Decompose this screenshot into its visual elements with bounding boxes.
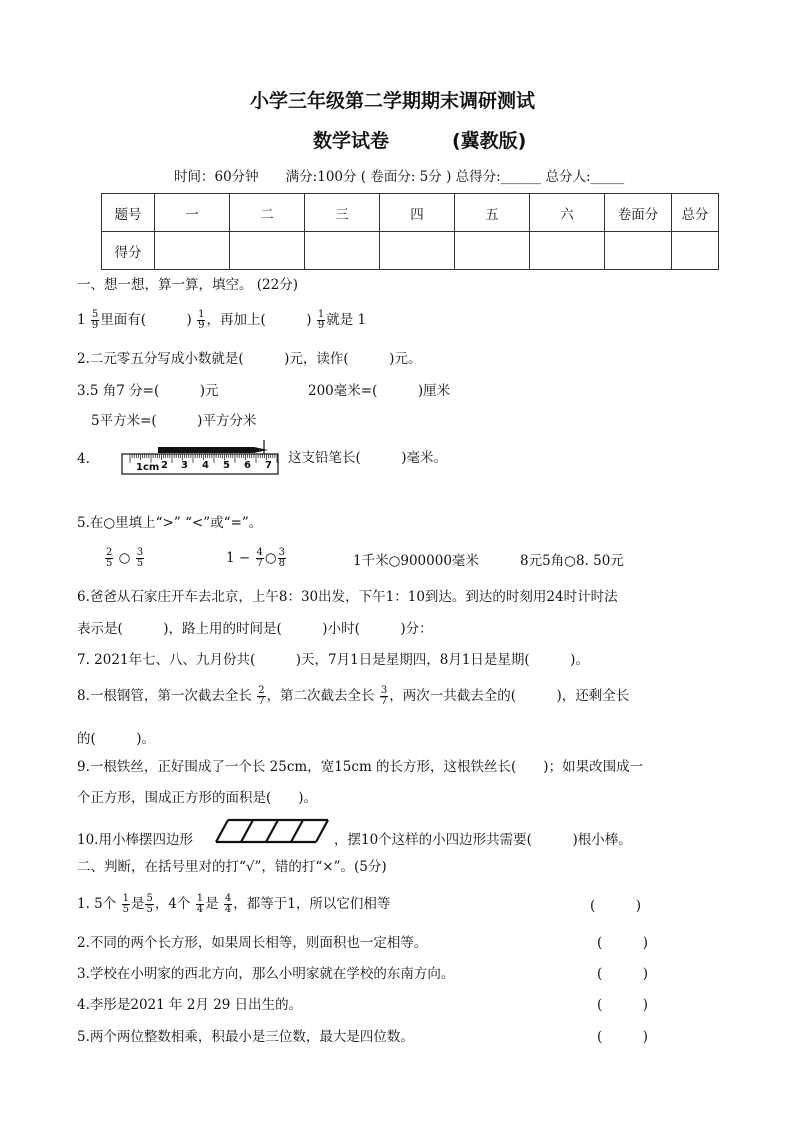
score-cell[interactable] [305, 232, 380, 270]
score-header-cell: 总分 [672, 194, 719, 232]
score-header-cell: 四 [380, 194, 455, 232]
question-1-2: 2.二元零五分写成小数就是( )元，读作( )元。 [77, 351, 422, 367]
section2-title: 二、判断，在括号里对的打“√”，错的打“×”。(5分) [77, 859, 387, 875]
denominator: 5 [122, 904, 129, 915]
numerator: 4 [224, 893, 232, 904]
numerator: 5 [146, 893, 153, 904]
numerator: 1 [198, 309, 205, 320]
denominator: 7 [256, 558, 263, 569]
exam-info: 时间：60分钟 满分:100分 ( 卷面分: 5分 ) 总得分:______ 总分人:_____ [174, 169, 625, 185]
answer-bracket-4[interactable]: ( ) [597, 997, 649, 1013]
numerator: 4 [256, 547, 263, 558]
fraction [256, 548, 264, 569]
numerator: 2 [106, 547, 113, 558]
q-text: 8.一根钢管，第一次截去全长 [77, 688, 252, 704]
ruler-label: 2 [161, 460, 168, 471]
denominator: 9 [317, 320, 325, 331]
q-text: ，第二次截去全长 [266, 688, 375, 704]
question-1-7: 7. 2021年七、八、九月份共( )天，7月1日是星期四，8月1日是星期( )。 [77, 652, 589, 668]
question-1-4-number: 4. [77, 451, 90, 467]
judge-question-2: 2.不同的两个长方形，如果周长相等，则面积也一定相等。 [77, 935, 428, 951]
numerator: 5 [91, 309, 99, 320]
answer-bracket-3[interactable]: ( ) [597, 966, 649, 982]
stick-side [316, 820, 328, 842]
score-table [101, 193, 719, 270]
score-header-cell: 卷面分 [605, 194, 672, 232]
score-header-cell: 题号 [102, 194, 155, 232]
numerator: 3 [380, 685, 388, 696]
compare-circle[interactable]: ○ [264, 550, 277, 566]
denominator: 5 [106, 558, 113, 569]
q-text: 是 [205, 896, 219, 912]
denominator: 5 [136, 558, 144, 569]
judge-question-5: 5.两个两位整数相乘，积最小是三位数，最大是四位数。 [77, 1029, 414, 1045]
numerator: 1 [317, 309, 325, 320]
stick-side [266, 820, 278, 842]
score-cell[interactable] [230, 232, 305, 270]
ruler-label: 7 [265, 460, 272, 471]
judge-question-1 [77, 894, 390, 915]
question-1-6b: 表示是( )，路上用的时间是( )小时( )分： [77, 621, 433, 637]
judge-question-4: 4.李彤是2021 年 2月 29 日出生的。 [77, 997, 303, 1013]
pencil-tip [254, 447, 268, 453]
numerator: 3 [136, 547, 144, 558]
score-cell[interactable] [380, 232, 455, 270]
section1-title: 一、想一想，算一算，填空。 (22分) [77, 277, 299, 293]
q-text: 1 − [226, 550, 251, 566]
question-1-9a: 9.一根铁丝，正好围成了一个长 25cm，宽15cm 的长方形，这根铁丝长( )；如果改围成一 [77, 759, 644, 775]
score-cell[interactable] [455, 232, 530, 270]
fraction [317, 310, 325, 331]
answer-bracket-2[interactable]: ( ) [597, 935, 649, 951]
exam-title: 小学三年级第二学期期末调研测试 [250, 90, 536, 112]
fraction [257, 686, 265, 707]
score-header-cell: 六 [530, 194, 605, 232]
score-header-cell: 二 [230, 194, 305, 232]
q-text: 里面有( ) [100, 312, 192, 328]
score-cell[interactable] [672, 232, 719, 270]
denominator: 4 [196, 904, 204, 915]
ruler-label-1cm: 1cm [136, 462, 160, 473]
question-1-5: 5.在○里填上“>” “<”或“=”。 [77, 515, 263, 531]
fraction [145, 894, 153, 915]
question-1-5c: 1千米○900000毫米 [353, 553, 479, 569]
numerator: 1 [122, 893, 129, 904]
fraction [105, 548, 113, 569]
denominator: 8 [278, 558, 286, 569]
stick-side [291, 820, 303, 842]
fraction [197, 310, 205, 331]
fraction [224, 894, 232, 915]
score-header-cell: 一 [155, 194, 230, 232]
question-1-8b: 的( )。 [77, 731, 156, 747]
score-cell[interactable] [530, 232, 605, 270]
fraction [91, 310, 99, 331]
judge-question-3: 3.学校在小明家的西北方向，那么小明家就在学校的东南方向。 [77, 966, 455, 982]
numerator: 3 [278, 547, 286, 558]
parallelogram-sticks-figure [214, 817, 332, 845]
denominator: 4 [224, 904, 232, 915]
stick-side [216, 820, 228, 842]
fraction [380, 686, 388, 707]
ruler-label: 4 [202, 460, 209, 471]
q-text: ，再加上( ) [206, 312, 312, 328]
question-1-1 [77, 310, 366, 331]
question-1-5b [226, 548, 287, 569]
question-1-5a [104, 548, 145, 569]
ruler-label: 6 [244, 460, 251, 471]
q-text: 就是 1 [326, 312, 367, 328]
question-1-5d: 8元5角○8. 50元 [520, 553, 624, 569]
question-1-8 [77, 686, 629, 707]
question-1-4-text: 这支铅笔长( )毫米。 [288, 450, 448, 466]
q-text: ，两次一共截去全的( )，还剩全长 [389, 688, 630, 704]
exam-edition: (冀教版) [452, 130, 527, 152]
exam-subtitle: 数学试卷 [313, 130, 390, 152]
denominator: 9 [198, 320, 205, 331]
fraction [136, 548, 144, 569]
numerator: 1 [196, 893, 204, 904]
denominator: 9 [91, 320, 99, 331]
ruler-label: 3 [181, 460, 188, 471]
q-text: ，4个 [154, 896, 191, 912]
score-header-cell: 三 [305, 194, 380, 232]
answer-bracket-5[interactable]: ( ) [597, 1029, 649, 1045]
question-1-10b: ，摆10个这样的小四边形共需要( )根小棒。 [334, 832, 632, 848]
q-text: 1 [77, 312, 86, 328]
ruler-pencil-figure [118, 438, 284, 478]
question-1-3b: 200毫米=( )厘米 [308, 383, 451, 399]
score-header-cell: 五 [455, 194, 530, 232]
q-text: 1. 5个 [77, 896, 117, 912]
compare-circle[interactable]: ○ [118, 550, 131, 566]
score-cell[interactable] [155, 232, 230, 270]
q-text: 是 [130, 896, 145, 912]
fraction [196, 894, 204, 915]
score-row-label: 得分 [102, 232, 155, 270]
stick-side [241, 820, 253, 842]
score-table-header-row [102, 194, 719, 232]
score-table-score-row [102, 232, 719, 270]
numerator: 2 [258, 685, 265, 696]
denominator: 7 [258, 696, 265, 707]
question-1-3a: 3.5 角7 分=( )元 [77, 383, 219, 399]
denominator: 7 [380, 696, 388, 707]
question-1-6a: 6.爸爸从石家庄开车去北京，上午8：30出发，下午1：10到达。到达的时刻用24时计时法 [77, 589, 618, 605]
answer-bracket-1[interactable]: ( ) [590, 898, 642, 914]
fraction [278, 548, 286, 569]
q-text: ，都等于1，所以它们相等 [233, 896, 391, 912]
score-cell[interactable] [605, 232, 672, 270]
denominator: 5 [146, 904, 153, 915]
ruler-label: 5 [223, 460, 230, 471]
question-1-3c: 5平方米=( )平方分米 [91, 413, 257, 429]
question-1-9b: 个正方形，围成正方形的面积是( )。 [77, 790, 318, 806]
fraction [122, 894, 130, 915]
pencil-body [158, 447, 254, 453]
question-1-10a: 10.用小棒摆四边形 [77, 832, 193, 848]
